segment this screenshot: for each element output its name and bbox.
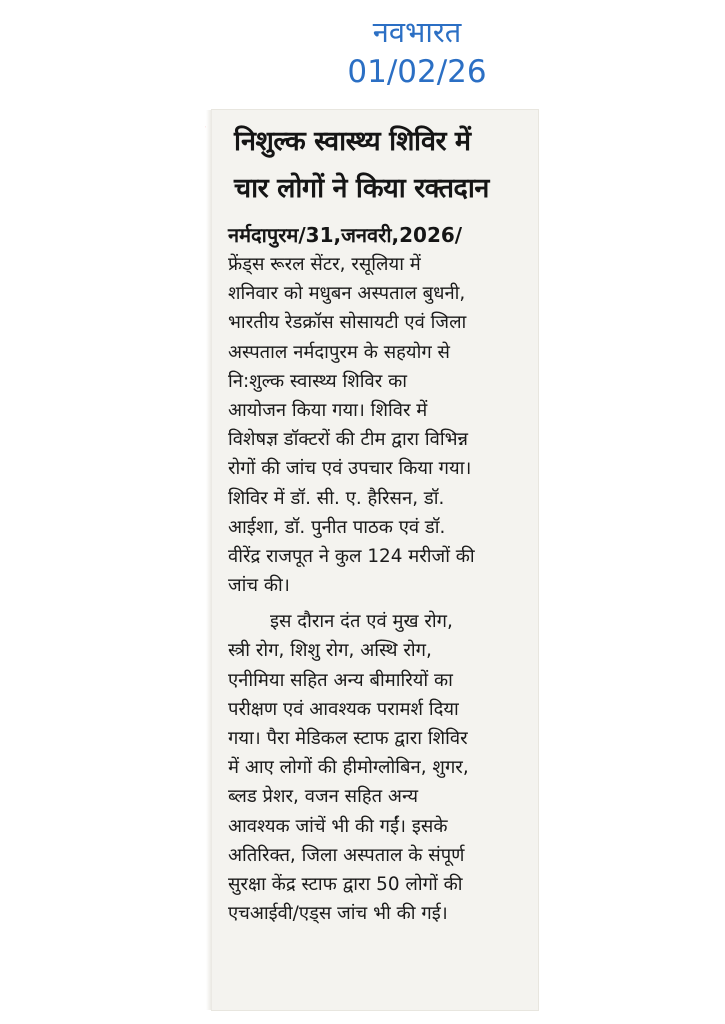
body-line: स्त्री रोग, शिशु रोग, अस्थि रोग,: [228, 640, 432, 662]
body-line: एनीमिया सहित अन्य बीमारियों का: [228, 669, 453, 691]
body-line: आईशा, डॉ. पुनीत पाठक एवं डॉ.: [228, 516, 446, 538]
body-line: वीरेंद्र राजपूत ने कुल 124 मरीजों की: [228, 545, 475, 567]
body-line: शिविर में डॉ. सी. ए. हैरिसन, डॉ.: [228, 487, 445, 509]
body-line: फ्रेंड्स रूरल सेंटर, रसूलिया में: [228, 254, 421, 275]
publication-date: 01/02/26: [347, 54, 487, 90]
body-line: नि:शुल्क स्वास्थ्य शिविर का: [228, 370, 407, 392]
body-line: आवश्यक जांचें भी की गईं। इसके: [228, 815, 448, 837]
newspaper-name: नवभारत: [372, 15, 462, 49]
article-body: [228, 250, 536, 928]
paragraph-2: [228, 607, 536, 928]
headline-line: चार लोगों ने किया रक्तदान: [234, 173, 489, 204]
body-line: अस्पताल नर्मदापुरम के सहयोग से: [228, 341, 450, 363]
body-line: रोगों की जांच एवं उपचार किया गया।: [228, 458, 472, 480]
body-line: जांच की।: [228, 575, 290, 597]
body-line: गया। पैरा मेडिकल स्टाफ द्वारा शिविर: [228, 728, 468, 749]
body-line: ब्लड प्रेशर, वजन सहित अन्य: [228, 786, 419, 808]
body-line: इस दौरान दंत एवं मुख रोग,: [270, 611, 453, 633]
body-line: भारतीय रेडक्रॉस सोसायटी एवं जिला: [228, 312, 467, 334]
body-line: अतिरिक्त, जिला अस्पताल के संपूर्ण: [228, 844, 465, 866]
headline-line: निशुल्क स्वास्थ्य शिविर में: [234, 126, 471, 157]
body-line: परीक्षण एवं आवश्यक परामर्श दिया: [228, 698, 459, 720]
body-line: में आए लोगों की हीमोग्लोबिन, शुगर,: [228, 757, 469, 779]
clipping-edge-shadow: [206, 110, 212, 1010]
article-dateline: नर्मदापुरम/31,जनवरी,2026/: [228, 223, 463, 247]
body-line: विशेषज्ञ डॉक्टरों की टीम द्वारा विभिन्न: [228, 429, 469, 451]
body-line: आयोजन किया गया। शिविर में: [228, 399, 428, 421]
paragraph-1: [228, 250, 536, 600]
newspaper-clipping: [212, 110, 538, 1010]
article-headline: [234, 118, 534, 212]
body-line: सुरक्षा केंद्र स्टाफ द्वारा 50 लोगों की: [228, 873, 463, 895]
body-line: शनिवार को मधुबन अस्पताल बुधनी,: [228, 283, 466, 305]
body-line: एचआईवी/एड्स जांच भी की गई।: [228, 903, 448, 925]
